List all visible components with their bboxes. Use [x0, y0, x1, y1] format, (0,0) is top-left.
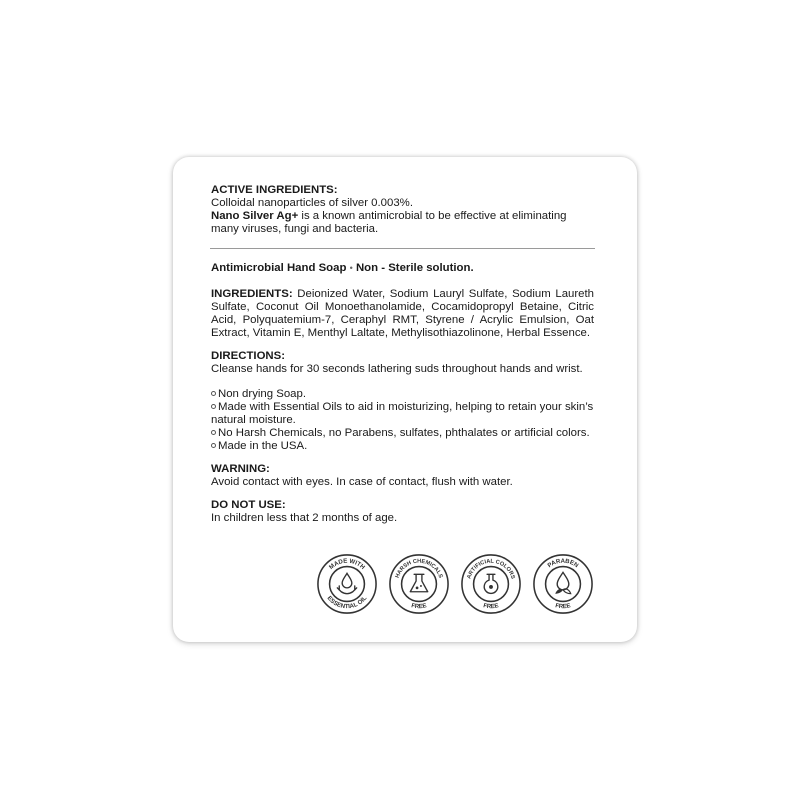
directions-heading: DIRECTIONS: [211, 350, 286, 362]
nano-silver-name: Nano Silver Ag+ [211, 210, 299, 222]
product-name: Antimicrobial Hand Soap [211, 262, 347, 274]
bullet-icon [211, 391, 216, 396]
ingredients-paragraph [211, 288, 594, 340]
badge-harsh-chemicals-free [388, 553, 450, 615]
ingredients-list: Deionized Water, Sodium Lauryl Sulfate, Sodium Laureth Sulfate, Coconut Oil Monoethanolamide, Cocamidopropyl Betaine, Citric Acid, Polyquatemium-7, Ceraphyl RMT, Styrene / Acrylic Emulsion, Oat Extract, Vitamin E, Menthyl Laltate, Methylisothiazolinone, Herbal Essence. [211, 288, 594, 339]
bullet-icon [211, 430, 216, 435]
product-separator: • [349, 263, 353, 273]
warning-text: Avoid contact with eyes. In case of contact, flush with water. [211, 476, 513, 488]
ingredients-heading: INGREDIENTS: [211, 288, 293, 300]
svg-text:FREE: FREE [482, 602, 500, 611]
badge-paraben-free [532, 553, 594, 615]
svg-text:ARTIFICIAL COLORS: ARTIFICIAL COLORS [466, 558, 516, 580]
feature-item: Made with Essential Oils to aid in moisturizing, helping to retain your skin’s natural moisture. [211, 401, 594, 426]
feature-item: Non drying Soap. [211, 388, 594, 401]
svg-text:ESSENTIAL OIL: ESSENTIAL OIL [325, 594, 369, 611]
active-ingredients-line: Colloidal nanoparticles of silver 0.003%. [211, 197, 413, 209]
bullet-icon [211, 404, 216, 409]
warning-heading: WARNING: [211, 463, 270, 475]
svg-text:HARSH CHEMICALS: HARSH CHEMICALS [394, 558, 444, 579]
directions-text: Cleanse hands for 30 seconds lathering suds throughout hands and wrist. [211, 363, 583, 375]
product-label [173, 157, 637, 642]
badge-essential-oil [316, 553, 378, 615]
do-not-use-text: In children less that 2 months of age. [211, 512, 398, 524]
leaf-drop-icon [532, 553, 594, 615]
nano-silver-description: is a known antimicrobial to be effective at eliminating many viruses, fungi and bacteria. [211, 210, 567, 235]
divider [210, 248, 595, 249]
bullet-icon [211, 443, 216, 448]
svg-text:FREE: FREE [554, 602, 572, 611]
nano-silver-text [211, 210, 594, 236]
svg-text:MADE WITH: MADE WITH [327, 557, 367, 572]
flask-icon [388, 553, 450, 615]
label-content [211, 184, 594, 525]
active-ingredients-heading: ACTIVE INGREDIENTS: [211, 184, 338, 196]
feature-item: No Harsh Chemicals, no Parabens, sulfates, phthalates or artificial colors. [211, 427, 594, 440]
badges-row [316, 553, 596, 615]
product-solution-type: Non - Sterile solution. [355, 262, 474, 274]
svg-text:FREE: FREE [410, 602, 428, 611]
svg-text:PARABEN: PARABEN [546, 557, 580, 570]
feature-item: Made in the USA. [211, 440, 594, 453]
do-not-use-heading: DO NOT USE: [211, 499, 286, 511]
product-type-line [211, 262, 594, 275]
features-list [211, 388, 594, 453]
badge-artificial-colors-free [460, 553, 522, 615]
color-flask-icon [460, 553, 522, 615]
essential-oil-icon [316, 553, 378, 615]
